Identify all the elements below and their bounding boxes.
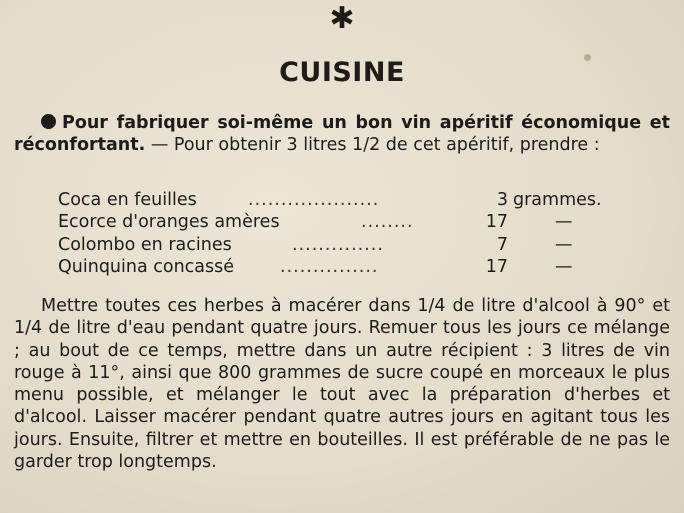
method-paragraph: Mettre toutes ces herbes à macérer dans 1/4 de litre d'alcool à 90° et 1/4 de litre d'eau pendant quatre jours. Remuer tous les jours ce mélange ; au bout de ce temps, mettre dans un autre récipient : 3 litres de vin rouge à 11°, ainsi que 800 grammes de sucre coupé en morceaux le plus menu possible, et mélanger le tout avec la préparation d'herbes et d'alcool. Laisser macérer pendant quatre autres jours en agitant tous les jours. Ensuite, filtrer et mettre en bouteilles. Il est préférable de ne pas le garder trop longtemps. <box>14 296 670 473</box>
ingredient-row <box>58 211 658 233</box>
ingredient-name: Quinquina concassé <box>58 256 235 277</box>
ingredient-unit: grammes. <box>513 190 602 210</box>
ingredient-name: Ecorce d'oranges amères <box>58 212 280 233</box>
leader-dots: .................... <box>248 190 380 210</box>
intro-text: — Pour obtenir 3 litres 1/2 de cet apéritif, prendre : <box>145 135 600 156</box>
ingredient-quantity: 3 <box>496 190 508 210</box>
ingredient-row <box>58 256 658 278</box>
intro-paragraph <box>14 112 670 157</box>
section-title: CUISINE <box>279 57 405 88</box>
ingredient-quantity: 7 <box>496 234 508 255</box>
ditto-dash: — <box>555 212 573 233</box>
ditto-dash: — <box>555 234 573 255</box>
bullet-icon <box>41 114 56 129</box>
ingredient-quantity: 17 <box>485 256 508 277</box>
ingredient-row <box>58 234 658 256</box>
ingredient-row <box>58 189 658 211</box>
leader-dots: ........ <box>361 212 414 233</box>
asterisk-ornament-icon: ✱ <box>329 1 355 36</box>
ingredient-name: Coca en feuilles <box>58 190 197 210</box>
ditto-dash: — <box>555 256 573 277</box>
ingredient-list <box>58 189 658 278</box>
recipe-heading: Pour fabriquer soi-même un bon vin apéritif économique et réconfortant. <box>14 113 670 156</box>
leader-dots: ............... <box>280 256 379 277</box>
leader-dots: .............. <box>292 234 384 255</box>
ingredient-quantity: 17 <box>485 212 508 233</box>
ingredient-name: Colombo en racines <box>58 234 232 255</box>
